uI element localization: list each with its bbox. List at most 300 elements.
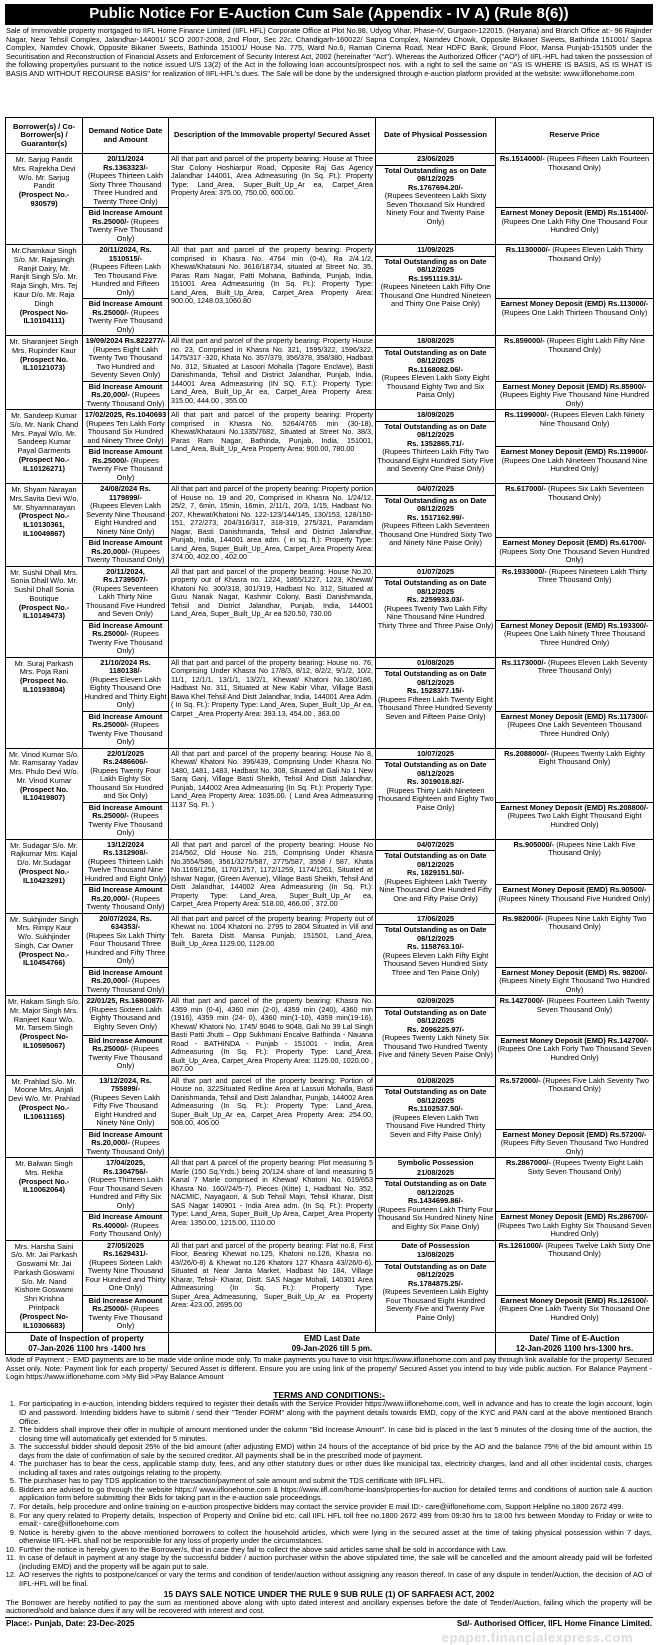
reserve-amount: Rs.1514000/-: [499, 154, 545, 163]
outstanding-label: Total Outstanding as on Date 08/12/2025: [384, 669, 487, 687]
table-row: [6, 245, 654, 299]
emd-label: Earnest Money Deposit (EMD): [500, 1035, 606, 1045]
borrower-names: Mrs. Harsha Saini S/o. Mr. Jai Parkash Goswami Mr. Jai Parkash Goswami S/o. Mr. Nand Kishore Goswami Shri Krishna Printpack: [10, 1241, 78, 1313]
bid-increase-words: (Rupees Twenty Five Thousand Only): [88, 1304, 163, 1331]
reserve-amount: Rs.859000/-: [504, 336, 545, 345]
prospect-number: (Prospect No. IL10193804): [19, 676, 69, 694]
header-property: Description of the Immovable property/ Secured Asset: [169, 118, 376, 154]
emd-words: (Rupees Two Lakh Eighty Six Thousand Seven Hundred Only): [497, 1220, 652, 1238]
reserve-words: (Rupees Nineteen Lakh Thirty Three Thousand Only): [537, 566, 647, 584]
prospect-number: (Prospect No-IL10104111): [19, 307, 69, 326]
demand-words: (Rupees Seventeen Lakh Thirty Nine Thousand Five Hundred and Seven Only): [85, 583, 166, 618]
bid-increase-words: (Rupees Twenty Five Thousand Only): [88, 1044, 163, 1071]
outstanding-amount: Rs. 1517162.99/-: [406, 512, 465, 522]
emd-amount: Rs.208800/-: [607, 802, 649, 812]
emd-cell: [496, 885, 654, 914]
emd-words: (Rupees One Lakh Fifty One Thousand Four Hundred Only): [501, 216, 648, 234]
borrower-names: Mr. Balwan Singh Mrs. Rekha: [15, 1159, 73, 1177]
outstanding-label: Total Outstanding as on Date 08/12/2025: [384, 851, 487, 869]
reserve-price-cell: [496, 839, 654, 885]
reserve-amount: Rs.1130000/-: [505, 245, 551, 254]
possession-cell: [376, 154, 496, 245]
outstanding-block: [376, 257, 495, 310]
reserve-amount: Rs.617000/-: [505, 484, 546, 493]
bid-increase-amount: Rs.25000/-: [92, 720, 129, 729]
property-description: All that part and parcel of the property bearing: Portion of House no. 322Situated Redline Area at Lassuri Mohalla, Basti Danishmanda, Tehsil and Distt Jalandhar, Punjab, 144002 Area Admeasuring (In Sq. Ft.): Property Type: Land_Area, Super_Built_Up_Ar ea, Carpet_Area Property Area: 254.00, 508.00, 406.00: [169, 1075, 376, 1158]
bid-increase-cell: [83, 802, 169, 839]
outstanding-block: [376, 1087, 495, 1140]
table-row: [6, 657, 654, 711]
emd-cell: [496, 381, 654, 410]
term-item: 8. For any query related to Property details, Inspection of Property and Online bid etc. call IIFL HFL toll free no.1800 2672 499 from 09:30 hrs to 18:00 hrs between Monday to Friday or write to email:- care@iiflonehome.com: [18, 1512, 652, 1529]
bid-increase-amount: Rs.20,000/-: [91, 390, 130, 399]
emd-label: Earnest Money Deposit (EMD): [501, 967, 607, 977]
emd-label: Earnest Money Deposit (EMD): [500, 711, 606, 721]
outstanding-label: Total Outstanding as on Date 08/12/2025: [384, 1007, 487, 1025]
demand-words: (Rupees Thirteen Lakh Sixty Three Thousand Three Hundred and Twenty Three Only): [87, 171, 164, 206]
outstanding-amount: Rs. 1158763.10/-: [407, 942, 464, 951]
bid-increase-label: Bid Increase Amount: [88, 885, 163, 894]
demand-date-amount: 20/11/2024, Rs.1739507/-: [103, 566, 148, 584]
reserve-amount: Rs.572000/-: [499, 1075, 541, 1085]
demand-date-amount: 27/05/2025 Rs.1629431/-: [103, 1240, 148, 1258]
reserve-price-cell: [496, 154, 654, 208]
demand-cell: [83, 657, 169, 711]
outstanding-label: Total Outstanding as on Date 08/12/2025: [384, 256, 487, 274]
bid-increase-amount: Rs.20,000/-: [91, 893, 130, 903]
bid-increase-cell: [83, 711, 169, 748]
demand-words: (Rupees Six Lakh Thirty Four Thousand Three Hundred and Fifty Three Only): [85, 930, 166, 965]
emd-cell: [496, 1129, 654, 1158]
term-item: 3. The successful bidder should deposit 25% of the bid amount (after adjusting EMD) within 24 hours of the acceptance of bid price by the AO and the balance 75% of the bid amount within 15 days from the date of confirmation of sale by the secured creditor. All payments shall be in the prescribed mode of payment.: [18, 1443, 652, 1460]
property-description: All that part and parcel of the property bearing: Property portion of House no. 19 and 20, Comprised in Khasra No. 1/24/12, 25/2, 7, 6min, 15min, 16min, 2/11/1, 20/3, 1/15, Hadbast No. 207, Khewat/Khatoni No. 122-123/144/145, 130/153, 128/150-151, 272/273, 204/316/317, 318-319, 275/321, Paramdam Nagar, Basti Danishmanda, Tehsil and District Jalandhar, Punjab, India, 144001 area adm. ( in sq. ft.): Property Type: Land_Area, Super_Built_Up_Area, Carpet_Area Property Area: 374.00, 402.00 , 402.00: [169, 484, 376, 567]
borrower-cell: [6, 1158, 83, 1241]
emd-label: Earnest Money Deposit (EMD): [500, 447, 606, 456]
bid-increase-cell: [83, 885, 169, 914]
bid-increase-cell: [83, 1035, 169, 1075]
bid-increase-cell: [83, 447, 169, 484]
outstanding-amount: Rs.1951119.31/-: [408, 273, 463, 283]
demand-cell: [83, 484, 169, 538]
emd-cell: [496, 967, 654, 996]
reserve-amount: Rs.2867000/-: [505, 1158, 551, 1167]
outstanding-words: (Rupees Twenty Lakh Ninety Six Thousand Two Hundred Twenty Five and Ninety Seven Paise Only): [378, 1033, 493, 1059]
term-item: 5. The purchaser has to pay TDS application to the transaction/payment of sale amount and submit the TDS certificate with IIFL HFL.: [18, 1477, 652, 1486]
reserve-amount: Rs.905000/-: [513, 839, 555, 849]
dates-row: [6, 1333, 654, 1355]
outstanding-amount: Rs. 1528377.15/-: [406, 686, 465, 695]
outstanding-block: [376, 1008, 495, 1061]
bid-increase-words: (Rupees Twenty Thousand Only): [86, 1138, 165, 1156]
possession-cell: [376, 657, 496, 748]
bid-increase-label: Bid Increase Amount: [88, 447, 163, 456]
emd-amount: Rs.119900/-: [607, 447, 649, 456]
table-row: [6, 996, 654, 1036]
emd-label: Earnest Money Deposit (EMD): [502, 1129, 608, 1139]
prospect-number: (Prospect No. IL10121073): [19, 354, 69, 373]
demand-date-amount: 13/12/2024, Rs. 755899/-: [99, 1075, 152, 1093]
outstanding-amount: Rs.1168082.06/-: [408, 364, 463, 374]
bid-increase-amount: Rs.25000/-: [92, 307, 129, 317]
outstanding-words: (Rupees Seventeen Lakh Eighty Four Thousand Eight Hundred Seventy Five and Twenty Five Paise Only): [382, 1287, 489, 1322]
table-row: [6, 1158, 654, 1212]
inspection-label: Date of Inspection of property: [30, 1334, 144, 1344]
reserve-words: (Rupees Six Lakh Seventeen Thousand Only): [548, 484, 644, 502]
reserve-words: (Rupees Eleven Lakh Seventy Three Thousand Only): [537, 657, 648, 675]
term-item: 2. The bidders shall improve their offer in multiple of amount mentioned under the column "Bid Increase Amount". In case bid is placed in the last 5 minutes of the closing time of the auction, the closing time will automatically get extended for 5 minutes.: [18, 1426, 652, 1443]
possession-date: 01/08/2025: [376, 1076, 495, 1088]
demand-words: (Rupees Seven Lakh Fifty Five Thousand Eight Hundred and Ninety Nine Only): [90, 1092, 161, 1127]
bid-increase-amount: Rs.40000/-: [92, 1220, 129, 1230]
bid-increase-label: Bid Increase Amount: [88, 1129, 163, 1139]
demand-date-amount: 21/10/2024 Rs. 1180138/-: [100, 657, 151, 675]
emd-amount: Rs.85900/-: [609, 381, 647, 391]
outstanding-words: (Rupees Twenty Two Lakh Fifty Nine Thousand Nine Hundred Thirty Three and Three Paise Only): [377, 603, 494, 630]
bid-increase-amount: Rs.25000/-: [92, 1304, 129, 1314]
borrower-names: Mr. Prahlad S/o. Mr. Moone Mrs. Anjali Devi W/o. Mr. Prahlad: [8, 1076, 80, 1104]
prospect-number: (Prospect No. IL10419807): [19, 784, 69, 803]
emd-label: Earnest Money Deposit (EMD): [500, 802, 606, 812]
property-description: All that part and parcel of the property bearing: House No 8, Khewat/ Khatoni No. 396/439, Comprising Under Khasra No. 1480, 1481, 1483, Hadbast No. 308, Situated at Gali No 1 New Saraj Ganj, Village Basti Sheikh, Tehsil And Distt Jalandhar, Punjab, 144002 Area Admeasuring (In Sq. Ft.): Property Type: Land_Area Property Area: 1035.00. ( Land Area Admeasuring 1137 Sq. Ft. ): [169, 748, 376, 839]
table-body: [6, 154, 654, 1333]
demand-cell: [83, 154, 169, 208]
outstanding-amount: Rs. 2096225.97/-: [406, 1024, 465, 1034]
term-item: 4. The purchaser has to bear the cess, applicable stamp duty, fees, and any other statutory dues or other dues like municipal tax, electricity charges, land and all other incidental costs, charges including all taxes and rates outgoings relating to the property.: [18, 1460, 652, 1477]
borrower-names: Mr. Hakam Singh S/o. Mr. Major Singh Mrs. Ranjeet Kaur W/o. Mr. Tarsem Singh: [8, 997, 80, 1033]
outstanding-label: Total Outstanding as on Date 08/12/2025: [384, 925, 487, 943]
emd-cell: [496, 1212, 654, 1241]
possession-cell: [376, 839, 496, 913]
outstanding-block: [376, 496, 495, 549]
bid-increase-words: (Rupees Twenty Thousand Only): [86, 976, 165, 994]
demand-cell: [83, 1158, 169, 1212]
property-description: All that part and parcel of the property bearing: House no. 76, Comprising Under Khasra No 17/8/3, 8/12, 8/2/2, 9/1/2, 10/2, 11/1, 12/1/1, 13/1/1, 13/2/1, Khewat/ Khatoni No.180/186, Hadbast No. 311, Situated at New Kabir Vihar, Village Basti Bawa Khel Tehsil And Distt Jalandhar, India, 144001 Area Adm. ( In Sq. Ft.): Property Type: Land_Area, Super_Built_Up_Ar ea, Carpet _Area Property Area: 393.13, 454.00 , 363.00: [169, 657, 376, 748]
possession-date: 04/07/2025: [376, 840, 495, 852]
borrower-cell: [6, 566, 83, 657]
emd-amount: Rs.117300/-: [607, 711, 649, 721]
possession-date: 10/07/2025: [376, 749, 495, 761]
demand-date-amount: 19/09/2024 Rs.822277/-: [85, 336, 166, 345]
bid-increase-amount: Rs.25000/-: [92, 811, 129, 820]
outstanding-words: (Rupees Eighteen Lakh Twenty Nine Thousand One Hundred Fifty One and Fifty Paise Only): [379, 876, 492, 903]
demand-words: (Rupees Twenty Four Lakh Eighty Six Thousand Six Hundred and Six Only): [87, 765, 164, 800]
reserve-words: (Rupees Eleven Lakh Ninety Nine Thousand Only): [539, 410, 645, 428]
outstanding-words: (Rupees Nineteen Lakh Fifty One Thousand One Hundred Nineteen and Thirty One Paise Only): [380, 282, 491, 308]
demand-words: (Rupees Sixteen Lakh Twenty Nine Thousand Four Hundred and Thirty One Only): [85, 1257, 166, 1292]
prospect-number: (Prospect No.- IL10454766): [18, 949, 70, 968]
reserve-words: (Rupees Twelve Lakh Sixty One Thousand Only): [545, 1240, 651, 1258]
source-site: epaper.financialexpress.com: [441, 1629, 633, 1645]
borrower-cell: [6, 1075, 83, 1158]
outstanding-words: (Rupees Thirty Lakh Nineteen Thousand Eighteen and Eighty Two Paise Only): [377, 785, 494, 812]
inspection-cell: [6, 1333, 169, 1355]
bid-increase-amount: Rs.25000/-: [92, 455, 129, 465]
table-row: [6, 566, 654, 620]
prospect-number: (Prospect No.- IL10130361, IL10049867): [18, 511, 70, 538]
borrower-names: Mr. Sharanjeet Singh Mrs. Rupinder Kaur: [9, 337, 79, 355]
table-header-row: [6, 118, 654, 154]
outstanding-block: [376, 1179, 495, 1232]
reserve-amount: Rs.2088000/-: [504, 748, 549, 758]
demand-words: (Rupees Eight Lakh Twenty Two Thousand Two Hundred and Seventy Seven Only): [88, 344, 163, 379]
emd-words: (Rupees One Lakh Seventeen Thousand Three Hundred Only): [507, 720, 642, 738]
demand-date-amount: 22/01/25, Rs.1680087/-: [86, 996, 165, 1005]
emd-words: (Rupees One Lakh Twenty Six Thousand One Hundred Only): [499, 1304, 650, 1322]
reserve-amount: Rs.982000/-: [502, 913, 544, 923]
outstanding-block: [376, 578, 495, 631]
terms-heading: TERMS AND CONDITIONS:-: [273, 1390, 385, 1401]
emd-cell: [496, 447, 654, 484]
reserve-price-cell: [496, 748, 654, 802]
prospect-number: (Prospect No- IL10595067): [19, 1032, 69, 1050]
possession-cell: [376, 245, 496, 336]
outstanding-label: Total Outstanding as on Date 08/12/2025: [384, 495, 487, 513]
borrower-names: Mr.Chamkaur Singh S/o. Mr. Rajasingh Ranjit Dairy, Mr. Ranjit Singh S/o. Mr. Raja Singh, Mrs. Tej Kaur D/o. Mr. Raja Dingh: [10, 246, 78, 308]
emd-amount: Rs.113000/-: [607, 299, 649, 308]
emd-last-date-label: EMD Last Date: [303, 1334, 360, 1344]
table-row: [6, 410, 654, 447]
property-description: All that part and parcel of the property bearing: House at Three Star Colony Hoshiarpur Road, Opposite Raj Gas Agency Jalandhar 144001, Area Admeasuring (In Sq. Ft.): Property Type: Land_Area, Super_Built_Up_Ar ea, Carpet_Area Property Area: 375.00, 750.00, 600.00.: [169, 154, 376, 245]
term-item: 10. Further the notice is hereby given to the Borrower/s, that in case they fail to collect the above said articles same shall be sold in accordance with Law.: [18, 1546, 652, 1555]
possession-date: 04/07/2025: [376, 484, 495, 496]
intro-paragraph: Sale of Immovable property mortgaged to IIFL Home Finance Limited (IIFL HFL) Corporate Office at Plot No.98, Udyog Vihar, Phase-IV, Gurgaon-122015. (Haryana) and Branch Office at:- 96 Rajinder Nagar, Near Tehsil Complex, Jalandhar-144001/ SCO 2007-2008, 2nd Floor, Sec 22c, Chandigarh-160022/ Sapna Complex, Namdev Chowk, Opposite Bikaner Sweets, Bathinda 151001/ Sapna Complex, Namdev Chowk, Opposite Bikaner Sweets, Bathinda 151001/ House No. 775, Ward No.6, Raman Cinema Road, Near HDFC Bank, Ground Floor, Mansa Punjab-151505 under the Securitisation and Reconstruction of Financial Assets and Enforcement of Security Interest Act, 2002 (hereinafter "Act"). Whereas the Authorized Officer ("AO") of IIFL-HFL had taken the possession of the following property/ies pursuant to the notice issued U/S 13(2) of the Act in the following loan accounts/prospect nos. with a right to sell the same on "AS IS WHERE IS BASIS, AS IS WHAT IS BASIS AND WITHOUT RECOURSE BASIS" for realization of IIFL-HFL's dues. The Sale will be done by the undersigned through e-auction platform provided at the website: www.iiflonehome.com: [6, 26, 652, 78]
reserve-words: (Rupees Fourteen Lakh Twenty Seven Thousand Only): [536, 996, 650, 1014]
property-description: All that part and parcel of the property bearing: Property comprised in Khasra No. 4764 min (0-4), Ra 2/4.1/2, Khewat/Khatauni No. 3616/18734, situated at Street No. 35, Paras Ram Nagar, Patti Mohana, Bathinda, Punjab, India, 151001 Area Admeasuring (In Sq. Ft.): Property Type: Land_Area, Built_Up_Area, Carpet_Area Property Area: 900.00, 1248.03,1060.80: [169, 245, 376, 336]
emd-cell: [496, 538, 654, 567]
emd-label: Earnest Money Deposit (EMD): [500, 299, 606, 308]
emd-words: (Rupees Eighty Five Thousand Nine Hundred Only): [500, 390, 649, 408]
possession-date: 13/08/2025: [376, 1250, 495, 1262]
emd-words: (Rupees Ninety Thousand Five Hundred Only): [498, 893, 651, 903]
emd-words: (Rupees One Lakh Nineteen Thousand Nine Hundred Only): [501, 455, 648, 473]
demand-date-amount: 22/01/2025 Rs.2486606/-: [103, 748, 148, 766]
possession-date: 02/09/2025: [376, 996, 495, 1008]
emd-words: (Rupees Sixty One Thousand Seven Hundred Only): [499, 546, 650, 564]
bid-increase-words: (Rupees Twenty Thousand Only): [86, 390, 165, 408]
reserve-price-cell: [496, 566, 654, 620]
bid-increase-cell: [83, 967, 169, 996]
reserve-words: (Rupees Nine Lakh Eighty Two Thousand Only): [545, 913, 647, 931]
possession-label: Date of Possession: [401, 1240, 470, 1250]
borrower-names: Mr. Shyam Narayan Mrs.Savita Devi W/o. Mr. Shyamnarayan: [9, 485, 79, 512]
emd-words: (Rupees One Lakh Ninety Three Thousand Three Hundred Only): [503, 629, 646, 647]
emd-cell: [496, 711, 654, 748]
outstanding-block: [376, 422, 495, 475]
possession-cell: [376, 996, 496, 1076]
term-item: 7. For details, help procedure and online training on e-auction prospective bidders may contact the service provider E mail ID:- care@iiflonehome.com, Support Helpline no.1800 2672 499.: [18, 1503, 652, 1512]
demand-date-amount: 17/02/2025, Rs.1040693: [84, 410, 167, 419]
outstanding-amount: Rs.1767694.20/-: [407, 182, 464, 192]
borrower-names: Mr. Sandeep Kumar S/o. Mr. Narik Chand Mrs. Payal W/o. Mr. Sandeep Kumar Payal Garments: [9, 411, 79, 456]
demand-words: (Rupees Thirteen Lakh Twelve Thousand Nine Hundred and Eight Only): [84, 856, 167, 883]
reserve-words: (Rupees Twenty Lakh Eighty Eight Thousand Only): [538, 748, 645, 766]
bid-increase-cell: [83, 1129, 169, 1158]
bid-increase-words: (Rupees Twenty Five Thousand Only): [88, 455, 163, 482]
borrower-names: Mr. Sudagar S/o. Mr. Rajkumar Mrs. Kajal D/o. Mr.Sudagar: [10, 840, 78, 868]
reserve-words: (Rupees Fifteen Lakh Fourteen Thousand Only): [546, 154, 650, 172]
reserve-amount: Rs.1261000/-: [498, 1240, 544, 1250]
outstanding-label: Total Outstanding as on Date 08/12/2025: [384, 421, 487, 439]
bid-increase-words: (Rupees Twenty Five Thousand Only): [88, 720, 163, 746]
prospect-number: (Prospect No.- IL10611165): [18, 1102, 70, 1121]
table-row: [6, 1240, 654, 1295]
auction-date-value: 12-Jan-2026 1100 hrs-1300 hrs.: [515, 1343, 634, 1353]
reserve-price-cell: [496, 657, 654, 711]
possession-date: 01/07/2025: [376, 567, 495, 579]
bid-increase-amount: Rs.25000/-: [92, 216, 129, 226]
outstanding-words: (Rupees Eleven Lakh Sixty Eight Thousand Eighty Two and Six Paisa Only): [381, 373, 490, 399]
outstanding-label: Total Outstanding as on Date 08/12/2025: [384, 578, 487, 596]
bid-increase-amount: Rs.25000/-: [92, 629, 129, 638]
reserve-price-cell: [496, 1240, 654, 1295]
bid-increase-words: (Rupees Twenty Five Thousand Only): [88, 216, 163, 243]
possession-label: Symbolic Possession: [397, 1158, 474, 1167]
bid-increase-amount: Rs.20,000/-: [91, 546, 130, 556]
reserve-price-cell: [496, 410, 654, 447]
reserve-words: (Rupees Nine Lakh Five Thousand Only): [548, 839, 636, 857]
emd-label: Earnest Money Deposit (EMD): [502, 538, 608, 547]
outstanding-block: [376, 669, 495, 722]
place-date: Place:- Punjab, Date: 23-Dec-2025: [6, 1618, 135, 1628]
demand-cell: [83, 748, 169, 802]
emd-cell: [496, 620, 654, 657]
auction-date-cell: [496, 1333, 654, 1355]
outstanding-words: (Rupees Eleven Lakh Fifty Eight Thousand Seven Hundred Sixty Three and Ten Paise Only): [382, 950, 489, 977]
emd-label: Earnest Money Deposit (EMD): [500, 1295, 606, 1305]
borrower-names: Mr. Suraj Parkash Mrs. Poja Rani: [14, 658, 74, 677]
emd-amount: Rs.126100/-: [607, 1295, 649, 1305]
borrower-cell: [6, 336, 83, 410]
bid-increase-label: Bid Increase Amount: [88, 381, 163, 391]
term-item: 1. For participating in e-auction, intending bidders required to register their details with the Service Provider https://www.iiflonehome.com, well in advance and has to create the login account, login ID and password. Intending bidders have to submit / send their "Tender FORM" along with the payment details towards EMD, copy of the KYC and PAN card at the above mentioned Branch Office.: [18, 1400, 652, 1426]
outstanding-label: Total Outstanding as on Date 08/12/2025: [384, 1179, 487, 1197]
demand-cell: [83, 410, 169, 447]
outstanding-block: [376, 760, 495, 813]
bid-increase-cell: [83, 299, 169, 336]
borrower-cell: [6, 154, 83, 245]
demand-cell: [83, 336, 169, 382]
borrower-cell: [6, 657, 83, 748]
term-item: 11. In case of default in payment at any stage by the successful bidder / auction purchaser within the above stipulated time, the sale will be cancelled and the amount already paid will be forfeited (including EMD) and the property will be again put to sale.: [18, 1554, 652, 1571]
emd-last-date-value: 09-Jan-2026 till 5 pm.: [291, 1343, 373, 1353]
outstanding-amount: Rs. 2259933.03/-: [406, 595, 465, 604]
possession-cell: [376, 484, 496, 567]
bid-increase-label: Bid Increase Amount: [88, 711, 163, 721]
term-item: 9. Notice is hereby given to the above mentioned borrowers to collect the household articles, which were lying in the secured asset at the time of taking physical possession within 7 days, otherwise IIFL-HFL shall not be responsible for any loss of property under the circumstances.: [18, 1529, 652, 1546]
outstanding-block: [376, 348, 495, 401]
outstanding-amount: Rs. 1829151.50/-: [406, 868, 465, 877]
bid-increase-label: Bid Increase Amount: [88, 802, 163, 812]
emd-words: (Rupees Two Lakh Eight Thousand Eight Hundred Only): [507, 811, 642, 829]
outstanding-words: (Rupees Fifteen Lakh Twenty Eight Thousand Three Hundred Seventy Seven and Fifteen Paise Only): [378, 694, 493, 721]
outstanding-label: Total Outstanding as on Date 08/12/2025: [384, 165, 487, 183]
borrower-cell: [6, 410, 83, 484]
table-row: [6, 336, 654, 382]
bid-increase-amount: Rs.20,000/-: [91, 1138, 130, 1147]
bid-increase-words: (Rupees Twenty Thousand Only): [86, 546, 165, 564]
borrower-cell: [6, 839, 83, 913]
borrower-cell: [6, 748, 83, 839]
emd-amount: Rs.151400/-: [607, 208, 649, 217]
possession-date: 11/09/2025: [376, 245, 495, 257]
outstanding-block: [376, 925, 495, 978]
bid-increase-amount: Rs.25000/-: [92, 1044, 129, 1054]
emd-cell: [496, 299, 654, 336]
emd-amount: Rs.61700/-: [609, 538, 647, 547]
possession-date: 01/08/2025: [376, 658, 495, 670]
possession-cell: [376, 336, 496, 410]
bid-increase-label: Bid Increase Amount: [88, 967, 163, 977]
possession-cell: [376, 566, 496, 657]
demand-date-amount: 20/11/2024 Rs.1363323/-: [103, 154, 148, 172]
emd-amount: Rs.142700/-: [607, 1035, 649, 1045]
borrower-names: Mr. Sushil Dhall Mrs. Sonia Dhall W/o. Mr. Sushil Dhall Sonia Boutique: [10, 567, 78, 603]
possession-date: 17/06/2025: [376, 914, 495, 926]
bid-increase-words: (Rupees Twenty Five Thousand Only): [88, 629, 163, 655]
outstanding-label: Total Outstanding as on Date 08/12/2025: [384, 760, 487, 778]
reserve-price-cell: [496, 913, 654, 967]
demand-cell: [83, 913, 169, 967]
reserve-price-cell: [496, 484, 654, 538]
possession-cell: [376, 1240, 496, 1333]
emd-cell: [496, 1035, 654, 1075]
term-item: 6. Bidders are advised to go through the website https:// www.iiflonehome.com & https://www.iifl.com/home-loans/properties-for-auction for detailed terms and conditions of auction sale & auction application form before submitting their Bids for taking part in the e-auction sale proceedings.: [18, 1486, 652, 1503]
reserve-words: (Rupees Twenty Eight Lakh Sixty Seven Thousand Only): [527, 1158, 644, 1176]
emd-cell: [496, 802, 654, 839]
reserve-words: (Rupees Five Lakh Seventy Two Thousand Only): [542, 1075, 649, 1093]
terms-list: [5, 1400, 652, 1588]
outstanding-block: [376, 1262, 495, 1324]
property-description: All that part and parcel of the property bearing: Property comprised in Khasra No. 5264/4765 min (30-18), Khewat/Khatauni No.1335/7682, Situated at Street No. 38/3, Paras Ram Nagar, Bathinda, Punjab, India, 151001, Land_Area, Built_Up_Area Property Area: 900.00, 780.00: [169, 410, 376, 484]
outstanding-block: [376, 166, 495, 228]
prospect-number: (Prospect No.- IL10149473): [18, 602, 70, 621]
borrower-names: Mr. Sukhjinder Singh Mrs. Rimpy Kaur W/o. Sukhjinder Singh, Car Owner: [9, 914, 79, 950]
borrower-cell: [6, 245, 83, 336]
demand-words: (Rupees Ten Lakh Forty Thousand Six Hundred and Ninety Three Only): [86, 418, 165, 445]
reserve-amount: Rs.1199000/-: [504, 410, 549, 419]
outstanding-amount: Rs. 1352865.71/-: [406, 438, 465, 448]
prospect-number: (Prospect No.- IL10423291): [18, 866, 70, 885]
bid-increase-label: Bid Increase Amount: [88, 1212, 163, 1221]
reserve-price-cell: [496, 336, 654, 382]
demand-date-amount: 17/04/2025, Rs.1304756/-: [103, 1158, 148, 1176]
possession-date: 18/09/2025: [376, 410, 495, 422]
bid-increase-label: Bid Increase Amount: [88, 1295, 163, 1305]
term-item: 12. AO reserves the rights to postpone/cancel or vary the terms and condition of tender/auction without assigning any reason thereof. In case of any dispute in tender/Auction, the decision of AO of IIFL-HFL will be final.: [18, 1571, 652, 1588]
outstanding-words: (Rupees Seventeen Lakh Sixty Seven Thousand Six Hundred Ninety Four and Twenty Paise Only): [384, 191, 487, 226]
demand-date-amount: 20/11/2024, Rs. 1510515/-: [99, 245, 152, 263]
mode-of-payment: Mode of Payment :- EMD payments are to be made vide online mode only. To make payments you have to visit https://www.iiflonehome.com and pay through link available for the property/ Secured Asset only. Note: Payment link for each property/ Secured Asset is different. Ensure you are using link of the property/ Secured Asset you intend to buy vide public auction. For Balance Payment - Login https://www.iiflonehome.com >My Bid >Pay Balance Amount: [6, 1355, 652, 1382]
possession-cell: [376, 1075, 496, 1158]
outstanding-amount: Rs. 3019018.82/-: [406, 777, 465, 786]
possession-date: 18/08/2025: [376, 336, 495, 348]
signatory: Sd/- Authorised Officer, IIFL Home Finance Limited.: [456, 1618, 652, 1628]
auction-table: [5, 117, 654, 1355]
bid-increase-label: Bid Increase Amount: [88, 1035, 163, 1045]
emd-cell: [496, 208, 654, 245]
header-demand: Demand Notice Date and Amount: [83, 118, 169, 154]
demand-date-amount: 20/07/2024, Rs. 634353/-: [99, 913, 152, 931]
property-description: All that part and parcel of the property bearing: Khasra No. 4359 min (0-4), 4360 min (2-0), 4359 min (240), 4360 min (1916), 4359 min (24- 0), 4360 min(1-10), 4359 min(19-16), Khewat/ Khatoni No. 1745/ 9046 to 9048, Gali No 39 Lal Singh Basti Patti Jhutti – Opp Sukhmani Encalve Bathinda - Nauana Road - BATHINDA - Punjab - 151001 - India, Area Admeasuring (In Sq. Ft.): Property Type: Land_Area, Built_Up_Area, Carpet_Area Property Area: 1125.00, 1020.00 , 867.00: [169, 996, 376, 1076]
possession-cell: [376, 913, 496, 996]
property-description: All that part and parcel of the property bearing: Flat no.8, First Floor, Bearing Khewat no.125, Khatoni no.126, Khasra no. 43//26/0-8) & Khewat no.126 Khatoni 127 Khasra 43//26/0-6), Situated at Near Janta Market, Hadbast No 184, Village Kharar, Tehsil- Kharar, Distt. SAS Nagar Mohali, 140301 Area Admeasuring (In Sq. Ft.): Property Type: Super_Area_Admeasuring, Super_Built_Up_Ar ea Property Area: 423.00, 2695.00: [169, 1240, 376, 1333]
emd-words: (Rupees One Lakh Thirteen Thousand Only): [501, 307, 648, 317]
property-description: All that part and parcel of the property bearing: House No 214/562, Old House No. 215, Comprising Under Khasra No.3554/586, 3561/3275/587, 2775/587, 3558 / 587, Khata No.1169/1256, 1170/1257, 1172/1259, 1174/1261, Situated at Ishwar Nagar, (Green Avenue), Village Basti Sheikh, Tehsil And Distt Jalandhar, 144002 Area Admeasuring (In Sq. Ft.): Property Type: Land_Area, Super_Built_Up_Ar ea, Carpet_Area Property Area: 518.00, 466.00 , 372.00: [169, 839, 376, 913]
demand-date-amount: 13/12/2024 Rs.1312908/-: [103, 839, 148, 857]
emd-last-date-cell: [169, 1333, 496, 1355]
sale-notice-text: The Borrower are hereby notified to pay the sum as mentioned above along with upto dated interest and ancillary expenses before the date of Tender/Auction, failing which the property will be auctioned/sold and balance dues if any will be recovered with interest and cost.: [6, 1597, 652, 1615]
reserve-words: (Rupees Eleven Lakh Thirty Thousand Only): [548, 245, 644, 263]
